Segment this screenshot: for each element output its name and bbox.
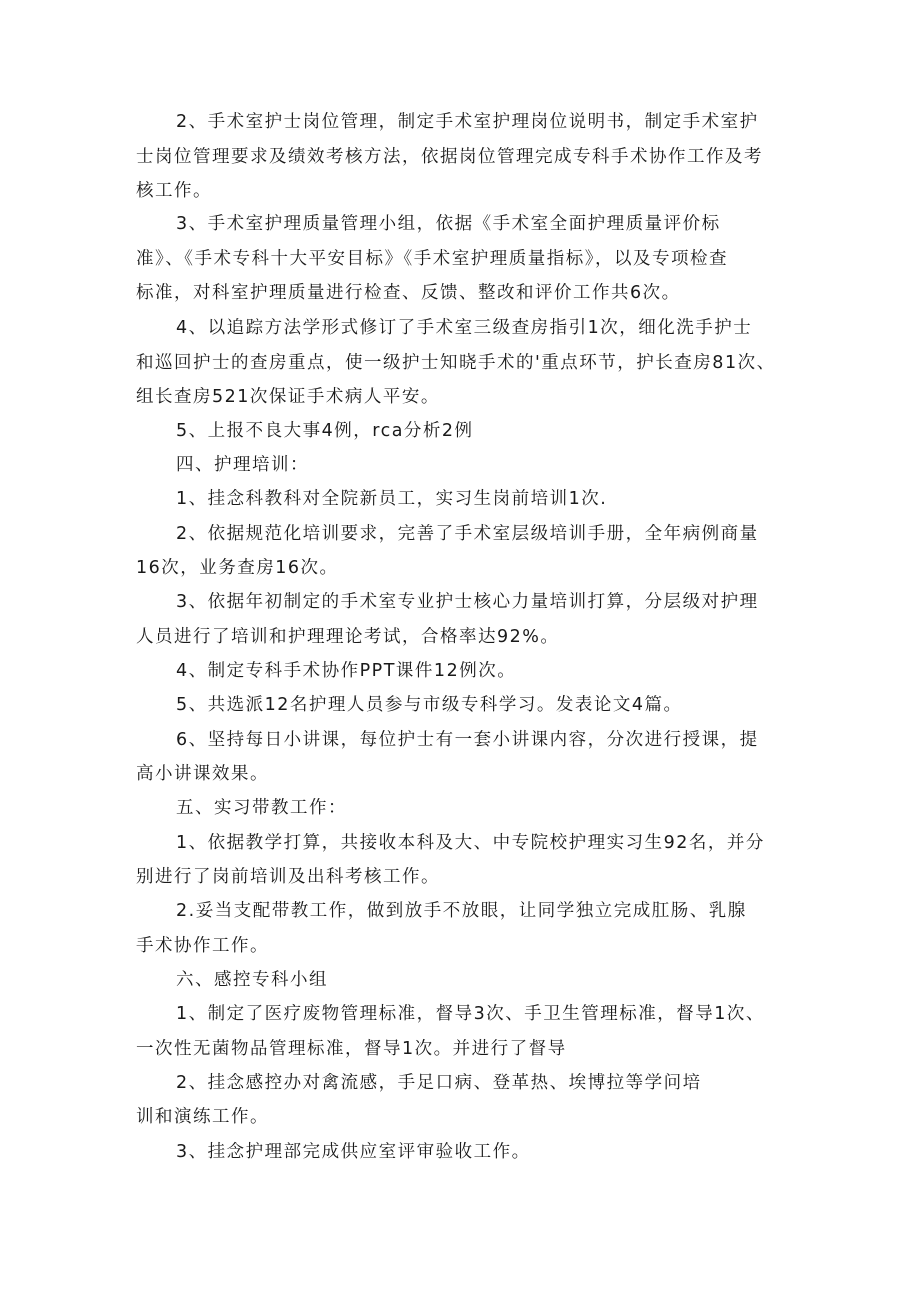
- text-line: 3、挂念护理部完成供应室评审验收工作。: [176, 1142, 531, 1162]
- text-line: 4、制定专科手术协作PPT课件12例次。: [176, 661, 517, 681]
- text-line: 准》、《手术专科十大平安目标》《手术室护理质量指标》，以及专项检查: [136, 249, 728, 269]
- text-line: 3、依据年初制定的手术室专业护士核心力量培训打算，分层级对护理: [176, 592, 759, 612]
- text-line: 一次性无菌物品管理标准，督导1次。并进行了督导: [136, 1039, 567, 1059]
- text-line: 2、依据规范化培训要求，完善了手术室层级培训手册，全年病例商量: [176, 524, 759, 544]
- text-line: 标准，对科室护理质量进行检查、反馈、整改和评价工作共6次。: [136, 283, 681, 303]
- text-line: 4、以追踪方法学形式修订了手术室三级查房指引1次，细化洗手护士: [176, 318, 753, 338]
- text-line: 6、坚持每日小讲课，每位护士有一套小讲课内容，分次进行授课，提: [176, 730, 759, 750]
- section-heading: 四、护理培训：: [176, 455, 309, 475]
- text-line: 1、制定了医疗废物管理标准，督导3次、手卫生管理标准，督导1次、: [176, 1004, 765, 1024]
- text-line: 3、手术室护理质量管理小组，依据《手术室全面护理质量评价标: [176, 214, 721, 234]
- text-line: 16次，业务查房16次。: [136, 558, 339, 578]
- text-line: 2.妥当支配带教工作，做到放手不放眼，让同学独立完成肛肠、乳腺: [176, 901, 747, 921]
- text-line: 2、手术室护士岗位管理，制定手术室护理岗位说明书，制定手术室护: [176, 112, 759, 132]
- text-line: 5、共选派12名护理人员参与市级专科学习。发表论文4篇。: [176, 695, 683, 715]
- text-line: 别进行了岗前培训及出科考核工作。: [136, 867, 440, 887]
- text-line: 人员进行了培训和护理理论考试，合格率达92%。: [136, 627, 560, 647]
- text-line: 核工作。: [136, 181, 212, 201]
- section-heading: 五、实习带教工作：: [176, 798, 347, 818]
- text-line: 2、挂念感控办对禽流感，手足口病、登革热、埃博拉等学问培: [176, 1073, 702, 1093]
- text-line: 1、依据教学打算，共接收本科及大、中专院校护理实习生92名，并分: [176, 833, 765, 853]
- text-line: 士岗位管理要求及绩效考核方法，依据岗位管理完成专科手术协作工作及考: [136, 147, 763, 167]
- text-line: 手术协作工作。: [136, 936, 269, 956]
- text-line: 训和演练工作。: [136, 1107, 269, 1127]
- text-line: 1、挂念科教科对全院新员工，实习生岗前培训1次.: [176, 489, 608, 509]
- text-line: 组长查房521次保证手术病人平安。: [136, 387, 440, 407]
- text-line: 5、上报不良大事4例，rca分析2例: [176, 421, 474, 441]
- text-line: 和巡回护士的查房重点，使一级护士知晓手术的'重点环节，护长查房81次、: [136, 353, 776, 373]
- section-heading: 六、感控专科小组: [176, 970, 328, 990]
- text-line: 高小讲课效果。: [136, 764, 269, 784]
